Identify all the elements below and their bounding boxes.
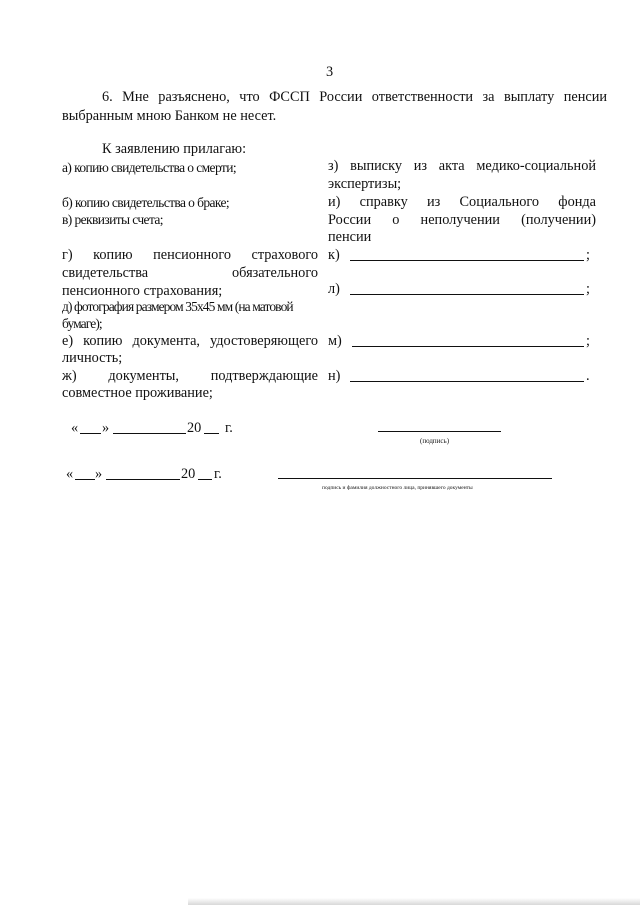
- date-2-month-field[interactable]: [106, 479, 180, 480]
- attachment-g-line-2: свидетельства обязательного: [62, 265, 318, 281]
- attachment-l-label: л): [328, 281, 340, 297]
- item-6-line-1: 6. Мне разъяснено, что ФССП России ответственности за выплату пенсии: [102, 89, 607, 105]
- attachment-n-label: н): [328, 368, 341, 384]
- date-1-day-field[interactable]: [80, 433, 101, 434]
- attachment-d-line-2: бумаге);: [62, 316, 102, 331]
- attachment-l-end: ;: [586, 281, 590, 297]
- attachment-z-line-1: з) выписку из акта медико-социальной: [328, 158, 596, 174]
- page-number: 3: [326, 64, 334, 80]
- date-1-close-quote: »: [102, 420, 110, 436]
- attachment-k-label: к): [328, 247, 340, 263]
- attachment-i-line-2: России о неполучении (получении): [328, 212, 596, 228]
- official-signature-field[interactable]: [278, 478, 552, 479]
- attachment-i-line-1: и) справку из Социального фонда: [328, 194, 596, 210]
- attachment-k-end: ;: [586, 247, 590, 263]
- date-2-year-suffix: г.: [214, 466, 222, 482]
- date-1-year-prefix: 20: [187, 420, 202, 436]
- attachment-k-field[interactable]: [350, 260, 584, 261]
- applicant-signature-field[interactable]: [378, 431, 501, 432]
- date-2-day-field[interactable]: [75, 479, 95, 480]
- official-signature-caption: подпись и фамилия должностного лица, принявшего документы: [322, 485, 473, 491]
- attachment-e-line-1: е) копию документа, удостоверяющего: [62, 333, 318, 349]
- date-1-open-quote: «: [71, 420, 79, 436]
- attachment-m-label: м): [328, 333, 342, 349]
- attachment-d-line-1: д) фотография размером 35x45 мм (на матовой: [62, 299, 293, 314]
- date-1-month-field[interactable]: [113, 433, 186, 434]
- item-6-line-2: выбранным мною Банком не несет.: [62, 108, 277, 124]
- scan-edge-shadow: [188, 898, 640, 905]
- signature-caption: (подпись): [420, 437, 450, 445]
- attachment-m-field[interactable]: [352, 346, 584, 347]
- attachment-g-line-3: пенсионного страхования;: [62, 283, 223, 299]
- attachment-i-line-3: пенсии: [328, 229, 372, 245]
- attachment-v: в) реквизиты счета;: [62, 212, 163, 227]
- attachment-g-line-1: г) копию пенсионного страхового: [62, 247, 318, 263]
- attachments-heading: К заявлению прилагаю:: [102, 141, 247, 157]
- date-2-close-quote: »: [95, 466, 103, 482]
- date-2-open-quote: «: [66, 466, 74, 482]
- attachment-e-line-2: личность;: [62, 350, 123, 366]
- attachment-zh-line-2: совместное проживание;: [62, 385, 213, 401]
- attachment-n-end: .: [586, 368, 590, 384]
- attachment-n-field[interactable]: [350, 381, 584, 382]
- date-1-year-suffix: г.: [225, 420, 233, 436]
- date-2-year-field[interactable]: [198, 479, 212, 480]
- attachment-a: а) копию свидетельства о смерти;: [62, 160, 236, 175]
- date-1-year-field[interactable]: [204, 433, 219, 434]
- date-2-year-prefix: 20: [181, 466, 196, 482]
- attachment-z-line-2: экспертизы;: [328, 176, 402, 192]
- attachment-b: б) копию свидетельства о браке;: [62, 195, 230, 210]
- attachment-l-field[interactable]: [350, 294, 584, 295]
- attachment-m-end: ;: [586, 333, 590, 349]
- attachment-zh-line-1: ж) документы, подтверждающие: [62, 368, 318, 384]
